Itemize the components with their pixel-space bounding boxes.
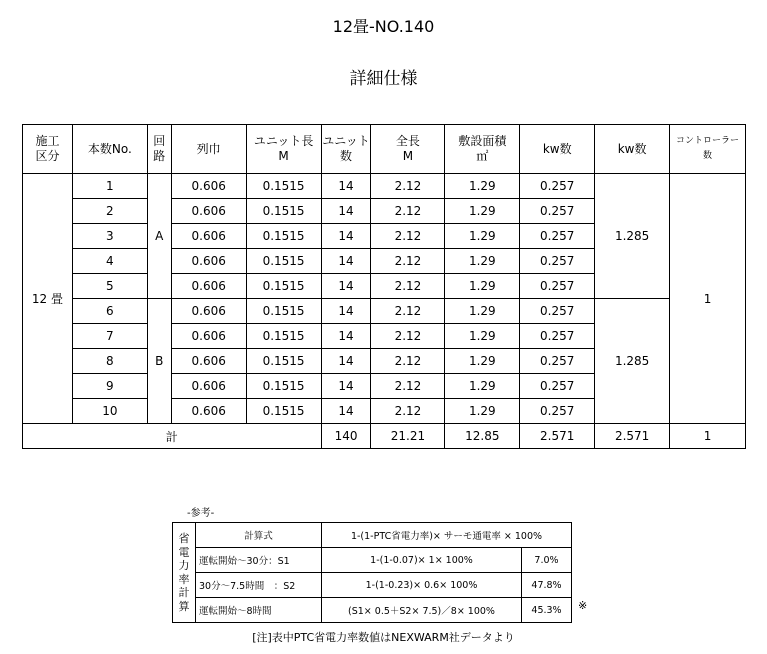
reference-row-formula: 1-(1-0.07)× 1× 100%: [322, 548, 522, 573]
total-value-cell: 1: [670, 424, 746, 449]
column-header: 列巾: [171, 125, 246, 174]
controller-cell: 1: [670, 174, 746, 424]
value-cell: 0.1515: [246, 249, 321, 274]
row-number-cell: 1: [72, 174, 147, 199]
value-cell: 1.29: [445, 224, 520, 249]
value-cell: 0.257: [520, 299, 595, 324]
column-header: コントローラー 数: [670, 125, 746, 174]
value-cell: 0.606: [171, 374, 246, 399]
total-value-cell: 140: [321, 424, 371, 449]
value-cell: 0.257: [520, 174, 595, 199]
circuit-cell: A: [147, 174, 171, 299]
value-cell: 0.257: [520, 224, 595, 249]
column-header: kw数: [595, 125, 670, 174]
value-cell: 1.29: [445, 349, 520, 374]
value-cell: 14: [321, 199, 371, 224]
value-cell: 0.606: [171, 299, 246, 324]
value-cell: 2.12: [371, 349, 445, 374]
total-value-cell: 21.21: [371, 424, 445, 449]
column-header: 本数No.: [72, 125, 147, 174]
value-cell: 0.257: [520, 199, 595, 224]
value-cell: 0.257: [520, 249, 595, 274]
value-cell: 0.606: [171, 174, 246, 199]
row-number-cell: 8: [72, 349, 147, 374]
value-cell: 0.1515: [246, 399, 321, 424]
column-header: 回 路: [147, 125, 171, 174]
value-cell: 14: [321, 399, 371, 424]
total-label: 計: [23, 424, 322, 449]
row-number-cell: 4: [72, 249, 147, 274]
table-row: [23, 174, 746, 199]
row-number-cell: 10: [72, 399, 147, 424]
value-cell: 0.257: [520, 374, 595, 399]
value-cell: 1.29: [445, 374, 520, 399]
value-cell: 0.606: [171, 399, 246, 424]
reference-mark: ※: [578, 599, 588, 612]
value-cell: 2.12: [371, 299, 445, 324]
total-value-cell: 2.571: [520, 424, 595, 449]
value-cell: 2.12: [371, 324, 445, 349]
reference-row: [173, 598, 572, 623]
value-cell: 0.1515: [246, 174, 321, 199]
spec-table: [22, 124, 746, 449]
value-cell: 2.12: [371, 174, 445, 199]
value-cell: 0.606: [171, 274, 246, 299]
row-number-cell: 3: [72, 224, 147, 249]
circuit-kw-cell: 1.285: [595, 174, 670, 299]
value-cell: 0.606: [171, 199, 246, 224]
value-cell: 14: [321, 224, 371, 249]
value-cell: 0.1515: [246, 324, 321, 349]
value-cell: 0.1515: [246, 274, 321, 299]
table-row: [23, 299, 746, 324]
value-cell: 14: [321, 349, 371, 374]
value-cell: 0.1515: [246, 374, 321, 399]
value-cell: 1.29: [445, 199, 520, 224]
formula-cell: 1-(1-PTC省電力率)× サーモ通電率 × 100%: [322, 523, 572, 548]
reference-row-label: 30分～7.5時間 ：S2: [196, 573, 322, 598]
value-cell: 0.1515: [246, 224, 321, 249]
row-number-cell: 2: [72, 199, 147, 224]
header-row: [23, 125, 746, 174]
page-subtitle: 詳細仕様: [349, 69, 418, 89]
page-title: 12畳-NO.140: [332, 17, 435, 36]
value-cell: 14: [321, 374, 371, 399]
value-cell: 0.1515: [246, 199, 321, 224]
value-cell: 14: [321, 174, 371, 199]
value-cell: 2.12: [371, 249, 445, 274]
value-cell: 1.29: [445, 399, 520, 424]
value-cell: 0.606: [171, 224, 246, 249]
value-cell: 1.29: [445, 274, 520, 299]
value-cell: 1.29: [445, 324, 520, 349]
column-header: 全長 M: [371, 125, 445, 174]
reference-row-value: 7.0%: [522, 548, 572, 573]
value-cell: 0.606: [171, 249, 246, 274]
value-cell: 2.12: [371, 374, 445, 399]
value-cell: 0.257: [520, 274, 595, 299]
reference-row-label: 運転開始～30分：S1: [196, 548, 322, 573]
row-number-cell: 5: [72, 274, 147, 299]
column-header: 敷設面積 ㎡: [445, 125, 520, 174]
reference-row-value: 45.3%: [522, 598, 572, 623]
reference-row-formula: 1-(1-0.23)× 0.6× 100%: [322, 573, 522, 598]
formula-label-cell: 計算式: [196, 523, 322, 548]
row-number-cell: 9: [72, 374, 147, 399]
row-number-cell: 6: [72, 299, 147, 324]
value-cell: 0.257: [520, 324, 595, 349]
reference-table: [172, 522, 572, 623]
value-cell: 0.606: [171, 349, 246, 374]
footnote: [注]表中PTC省電力率数値はNEXWARM社データより: [252, 631, 515, 644]
column-header: ユニット 数: [321, 125, 371, 174]
reference-side-label: 省 電 力 率 計 算: [173, 523, 196, 623]
value-cell: 2.12: [371, 274, 445, 299]
value-cell: 2.12: [371, 399, 445, 424]
total-row: [23, 424, 746, 449]
value-cell: 0.606: [171, 324, 246, 349]
value-cell: 14: [321, 324, 371, 349]
reference-label: -参考-: [187, 508, 215, 519]
column-header: 施工 区分: [23, 125, 73, 174]
value-cell: 14: [321, 249, 371, 274]
value-cell: 0.257: [520, 399, 595, 424]
circuit-cell: B: [147, 299, 171, 424]
reference-row-label: 運転開始～8時間: [196, 598, 322, 623]
reference-row-formula: (S1× 0.5＋S2× 7.5)／8× 100%: [322, 598, 522, 623]
reference-row: [173, 548, 572, 573]
circuit-kw-cell: 1.285: [595, 299, 670, 424]
column-header: kw数: [520, 125, 595, 174]
column-header: ユニット長 M: [246, 125, 321, 174]
value-cell: 1.29: [445, 174, 520, 199]
area-cell: 12 畳: [23, 174, 73, 424]
value-cell: 14: [321, 299, 371, 324]
value-cell: 0.257: [520, 349, 595, 374]
total-value-cell: 2.571: [595, 424, 670, 449]
row-number-cell: 7: [72, 324, 147, 349]
reference-row: [173, 523, 572, 548]
reference-row-value: 47.8%: [522, 573, 572, 598]
value-cell: 1.29: [445, 249, 520, 274]
total-value-cell: 12.85: [445, 424, 520, 449]
reference-row: [173, 573, 572, 598]
value-cell: 2.12: [371, 224, 445, 249]
value-cell: 0.1515: [246, 349, 321, 374]
value-cell: 14: [321, 274, 371, 299]
value-cell: 0.1515: [246, 299, 321, 324]
value-cell: 1.29: [445, 299, 520, 324]
value-cell: 2.12: [371, 199, 445, 224]
